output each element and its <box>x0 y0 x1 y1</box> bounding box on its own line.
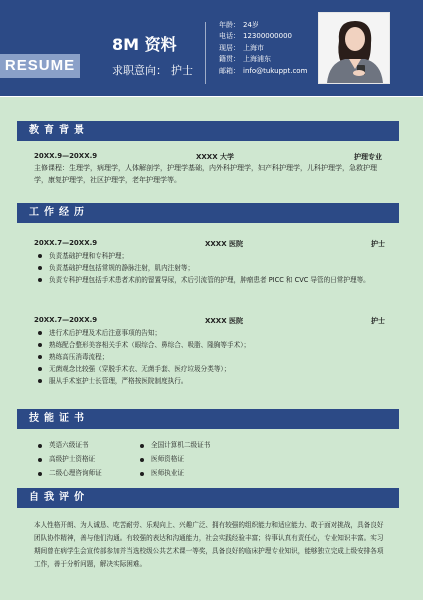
job-period: 20XX.7—20XX.9 <box>34 239 98 247</box>
section-self-eval-title: 自我评价 <box>17 488 399 508</box>
personal-info <box>219 20 307 77</box>
list-item: 熟练高压消毒流程； <box>38 351 388 363</box>
job-role: 护士 <box>371 317 385 325</box>
job-1-duties <box>38 250 388 286</box>
job-organization: XXXX 医院 <box>205 240 244 248</box>
list-item: 负责专科护理包括手术患者术前的留置导尿，术后引流管的护理，肿瘤患者 PICC 和 CVC 导管的日常护理等。 <box>38 274 388 286</box>
info-email: 邮箱： info@tukuppt.com <box>219 66 308 75</box>
list-item: 负责基础护理包括常规的静脉注射，肌内注射等； <box>38 262 388 274</box>
job-organization: XXXX 医院 <box>205 317 244 325</box>
candidate-name: 8M 资料 <box>112 35 177 54</box>
profile-photo <box>318 12 390 84</box>
resume-logo: RESUME <box>0 54 80 78</box>
header-divider <box>205 22 206 84</box>
section-skills-title: 技能证书 <box>17 409 399 429</box>
list-item: 服从手术室护士长管理，严格按医院制度执行。 <box>38 375 388 387</box>
job-period: 20XX.7—20XX.9 <box>34 316 98 324</box>
list-item: 进行术后护理及术后注意事项的告知； <box>38 327 388 339</box>
list-item: 负责基础护理和专科护理； <box>38 250 388 262</box>
education-school: XXXX 大学 <box>196 153 235 161</box>
info-residence: 现居： 上海市 <box>219 43 264 52</box>
job-intent-label: 求职意向： <box>112 64 167 77</box>
skill-item: 全国计算机二级证书 <box>140 440 210 452</box>
skill-item: 医师资格证 <box>140 454 184 466</box>
info-phone: 电话： 12300000000 <box>219 32 292 41</box>
job-role: 护士 <box>371 240 385 248</box>
resume-header <box>0 0 423 97</box>
skill-item: 医师执业证 <box>140 468 184 480</box>
education-period: 20XX.9—20XX.9 <box>34 152 98 160</box>
education-major: 护理专业 <box>354 153 382 161</box>
section-education-title: 教育背景 <box>17 121 399 141</box>
job-intent-value: 护士 <box>171 64 193 77</box>
section-work-title: 工作经历 <box>17 203 399 223</box>
skill-item: 英语六级证书 <box>38 440 89 452</box>
education-courses: 主修课程：生理学，病理学，人体解剖学，护理学基础，内外科护理学，妇产科护理学，儿科护理学，急救护理学，康复护理学，社区护理学，老年护理学等。 <box>34 164 377 184</box>
info-hometown: 籍贯： 上海浦东 <box>219 55 271 64</box>
info-age: 年龄： 24岁 <box>219 21 259 29</box>
job-2-duties <box>38 327 388 387</box>
list-item: 无菌观念比较强（穿脱手术衣、无菌手套、医疗垃圾分类等）； <box>38 363 388 375</box>
skill-item: 高级护士资格证 <box>38 454 95 466</box>
skill-item: 二级心理咨询师证 <box>38 468 102 480</box>
list-item: 熟练配合整形美容相关手术（眼综合、鼻综合、吸脂、隆胸等手术）； <box>38 339 388 351</box>
self-evaluation-text: 本人性格开朗、为人诚恳、吃苦耐劳、乐观向上、兴趣广泛、拥有较强的组织能力和适应能力、敢于面对挑战，具备良好团队协作精神，善与他们沟通。有较强的表达和沟通能力，社会实践经验丰富；待事认真有责任心，专业知识丰富。实习期间曾在病学生会宣传部参加并当选校级公共艺术课一等奖，具备良好的临床护理专业知识，能够独立完成上级安排各项工作，善于分析问题，解决实际困难。 <box>34 521 384 568</box>
